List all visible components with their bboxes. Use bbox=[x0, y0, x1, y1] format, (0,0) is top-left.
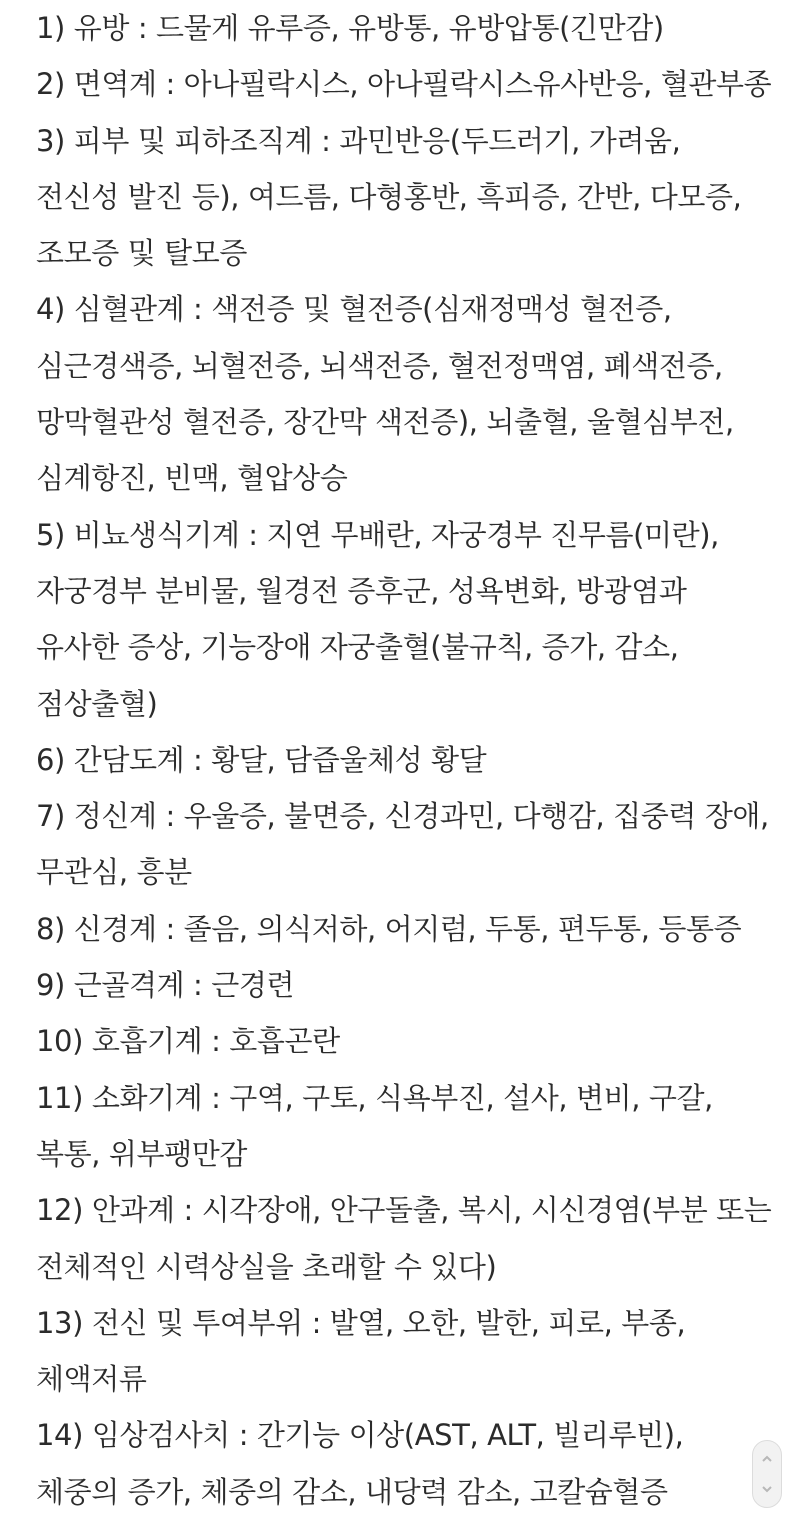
list-item: 4) 심혈관계 : 색전증 및 혈전증(심재정맥성 혈전증, 심근경색증, 뇌혈전증, 뇌색전증, 혈전정맥염, 폐색전증, 망막혈관성 혈전증, 장간막 색전증), 뇌출혈, 울혈심부전, 심계항진, 빈맥, 혈압상승 bbox=[36, 292, 734, 496]
list-item: 13) 전신 및 투여부위 : 발열, 오한, 발한, 피로, 부종, 체액저류 bbox=[36, 1305, 686, 1397]
list-item: 2) 면역계 : 아나필락시스, 아나필락시스유사반응, 혈관부종 bbox=[36, 67, 772, 102]
list-item: 11) 소화기계 : 구역, 구토, 식욕부진, 설사, 변비, 구갈, 복통, 위부팽만감 bbox=[36, 1080, 713, 1171]
list-item: 5) 비뇨생식기계 : 지연 무배란, 자궁경부 진무름(미란), 자궁경부 분비물, 월경전 증후군, 성욕변화, 방광염과 유사한 증상, 기능장애 자궁출혈(불규칙, 증가, 감소, 점상출혈) bbox=[36, 517, 719, 721]
list-item: 6) 간담도계 : 황달, 담즙울체성 황달 bbox=[36, 742, 487, 777]
scrollbar-thumb[interactable] bbox=[752, 1440, 782, 1508]
list-item: 9) 근골격계 : 근경련 bbox=[36, 968, 295, 1003]
side-effects-list bbox=[36, 0, 772, 1520]
list-item: 14) 임상검사치 : 간기능 이상(AST, ALT, 빌리루빈), 체중의 증가, 체중의 감소, 내당력 감소, 고칼슘혈증 bbox=[36, 1418, 684, 1509]
list-item: 10) 호흡기계 : 호흡곤란 bbox=[36, 1024, 340, 1059]
list-item: 7) 정신계 : 우울증, 불면증, 신경과민, 다행감, 집중력 장애, 무관심, 흥분 bbox=[36, 799, 769, 890]
list-item: 1) 유방 : 드물게 유루증, 유방통, 유방압통(긴만감) bbox=[36, 11, 664, 45]
chevron-down-icon bbox=[761, 1483, 773, 1495]
list-item: 8) 신경계 : 졸음, 의식저하, 어지럼, 두통, 편두통, 등통증 bbox=[36, 911, 742, 946]
list-item: 12) 안과계 : 시각장애, 안구돌출, 복시, 시신경염(부분 또는 전체적인 시력상실을 초래할 수 있다) bbox=[36, 1193, 772, 1284]
list-item: 3) 피부 및 피하조직계 : 과민반응(두드러기, 가려움, 전신성 발진 등), 여드름, 다형홍반, 흑피증, 간반, 다모증, 조모증 및 탈모증 bbox=[36, 123, 742, 271]
chevron-up-icon bbox=[761, 1453, 773, 1465]
